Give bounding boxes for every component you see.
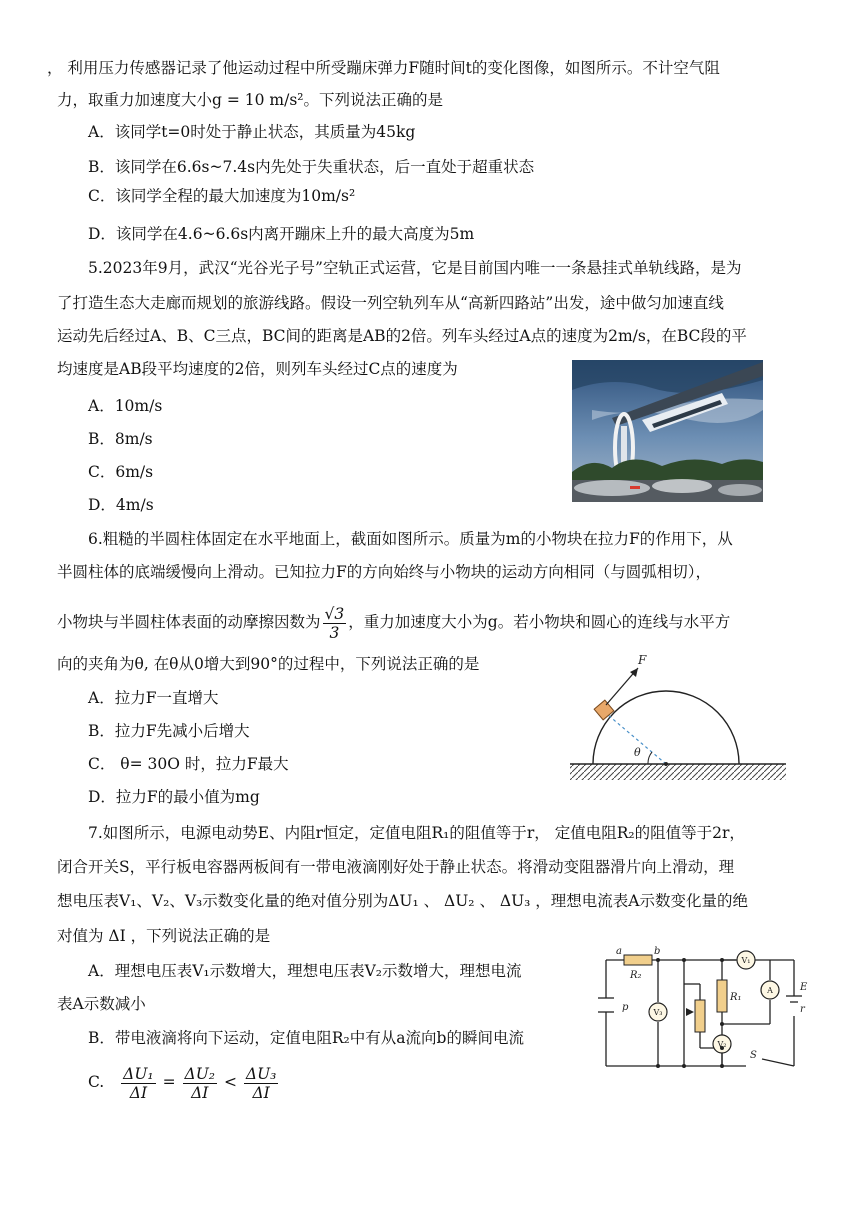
q4-line2: 力，取重力加速度大小g = 10 m/s²。下列说法正确的是 <box>57 91 444 109</box>
q7-line1: 7.如图所示，电源电动势E、内阻r恒定，定值电阻R₁的阻值等于r， 定值电阻R₂的阻值等于2r， <box>88 824 745 842</box>
q6-option-a: A．拉力F一直增大 <box>88 689 219 707</box>
circuit-label-b: b <box>654 946 661 957</box>
less-than-sign: < <box>223 1073 237 1091</box>
q5-option-d: D．4m/s <box>88 496 154 514</box>
q5-option-c: C．6m/s <box>88 463 154 481</box>
voltmeter-v1-label: V₁ <box>741 956 751 965</box>
fraction-2-denominator: ΔI <box>191 1083 209 1102</box>
circuit-label-s: S <box>750 1050 757 1061</box>
q4-option-b: B．该同学在6.6s~7.4s内先处于失重状态，后一直处于超重状态 <box>88 158 535 176</box>
q5-option-a: A．10m/s <box>88 397 163 415</box>
theta-label: θ <box>634 746 641 759</box>
q7-option-c <box>88 1060 280 1104</box>
fraction-1-denominator: ΔI <box>129 1083 148 1102</box>
q4-option-c: C．该同学全程的最大加速度为10m/s² <box>88 187 356 205</box>
q7-option-a-line1: A．理想电压表V₁示数增大，理想电压表V₂示数增大，理想电流 <box>88 962 522 980</box>
q6-line3 <box>57 599 730 645</box>
circuit-label-a: a <box>616 946 622 957</box>
q5-option-b: B．8m/s <box>88 430 153 448</box>
circuit-diagram <box>590 940 814 1072</box>
q4-option-a: A．该同学t=0时处于静止状态，其质量为45kg <box>88 123 416 141</box>
q6-option-b: B．拉力F先减小后增大 <box>88 722 250 740</box>
ammeter-label: A <box>767 986 773 995</box>
q4-line1: ， 利用压力传感器记录了他运动过程中所受蹦床弹力F随时间t的变化图像，如图所示。不计空气阻 <box>47 59 720 77</box>
fraction-denominator: 3 <box>329 623 340 642</box>
q4-option-d: D．该同学在4.6~6.6s内离开蹦床上升的最大高度为5m <box>88 225 475 243</box>
fraction-2-numerator: ΔU₂ <box>184 1064 216 1083</box>
q6-option-c: C． θ= 30O 时，拉力F最大 <box>88 755 289 773</box>
q7-option-b: B．带电液滴将向下运动，定值电阻R₂中有从a流向b的瞬间电流 <box>88 1029 524 1047</box>
circuit-label-r: r <box>800 1004 805 1015</box>
q6-line3-start: 小物块与半圆柱体表面的动摩擦因数为 <box>57 613 321 631</box>
q7-line2: 闭合开关S，平行板电容器两板间有一带电液滴刚好处于静止状态。将滑动变阻器滑片向上滑动，理 <box>57 858 735 876</box>
fraction-3 <box>244 1065 278 1102</box>
semicircle-figure <box>566 652 790 786</box>
circuit-label-r2: R₂ <box>630 970 642 981</box>
q5-line4: 均速度是AB段平均速度的2倍，则列车头经过C点的速度为 <box>57 360 458 378</box>
friction-coefficient-fraction <box>323 605 347 642</box>
q7-line3: 想电压表V₁、V₂、V₃示数变化量的绝对值分别为ΔU₁ 、 ΔU₂ 、 ΔU₃ ，理想电流表A示数变化量的绝 <box>57 892 748 910</box>
q7-line4: 对值为 ΔI ，下列说法正确的是 <box>57 927 271 945</box>
fraction-1-numerator: ΔU₁ <box>123 1064 154 1083</box>
voltmeter-v3-label: V₃ <box>653 1008 663 1017</box>
q6-line3-end: ，重力加速度大小为g。若小物块和圆心的连线与水平方 <box>348 613 731 631</box>
option-c-label: C. <box>88 1073 105 1091</box>
circuit-label-p: p <box>622 1002 629 1013</box>
q6-line4: 向的夹角为θ, 在θ从0增大到90°的过程中，下列说法正确的是 <box>57 655 480 673</box>
equals-sign: = <box>162 1073 176 1091</box>
voltmeter-v2-label: V₂ <box>717 1040 727 1049</box>
q5-line3: 运动先后经过A、B、C三点，BC间的距离是AB的2倍。列车头经过A点的速度为2m/s，在BC段的平 <box>57 327 747 345</box>
circuit-label-r1: R₁ <box>730 992 742 1003</box>
fraction-numerator: √3 <box>324 604 345 623</box>
force-label: F <box>638 653 647 667</box>
circuit-label-e: E <box>800 982 808 993</box>
q5-line2: 了打造生态大走廊而规划的旅游线路。假设一列空轨列车从“高新四路站”出发，途中做匀加速直线 <box>57 294 724 312</box>
q6-option-d: D．拉力F的最小值为mg <box>88 788 260 806</box>
q6-line2: 半圆柱体的底端缓慢向上滑动。已知拉力F的方向始终与小物块的运动方向相同（与圆弧相切）， <box>57 563 712 581</box>
fraction-3-denominator: ΔI <box>252 1083 270 1102</box>
q7-option-a-line2: 表A示数减小 <box>57 995 146 1013</box>
fraction-2 <box>183 1065 217 1102</box>
monorail-photo <box>572 360 763 502</box>
fraction-3-numerator: ΔU₃ <box>245 1064 277 1083</box>
q5-line1: 5.2023年9月，武汉“光谷光子号”空轨正式运营，它是目前国内唯一一条悬挂式单轨线路，是为 <box>88 259 742 277</box>
q6-line1: 6.粗糙的半圆柱体固定在水平地面上，截面如图所示。质量为m的小物块在拉力F的作用下，从 <box>88 530 733 548</box>
fraction-1 <box>121 1065 155 1102</box>
